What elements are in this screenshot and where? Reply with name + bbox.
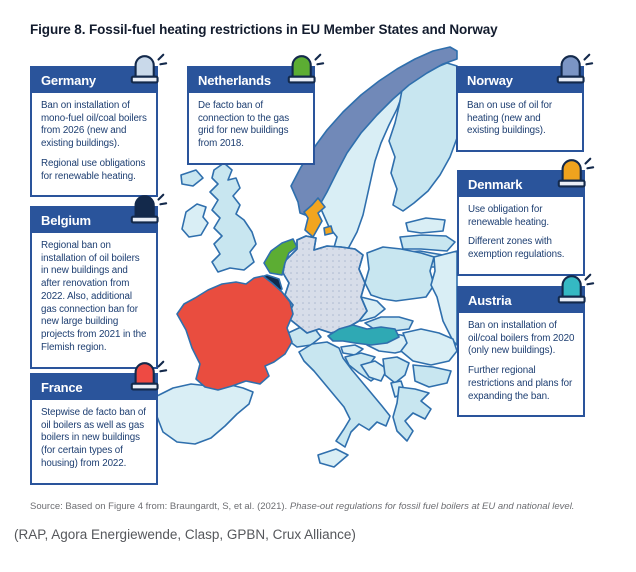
callout-text: Different zones with exemption regulations.: [468, 236, 565, 261]
callout-country-austria: Austria: [459, 288, 583, 313]
callout-country-norway: Norway: [458, 68, 582, 93]
callout-norway: [456, 66, 584, 152]
callout-body: [32, 233, 156, 367]
map-country-denmark-island: [324, 226, 333, 235]
callout-text: Ban on installation of oil/coal boilers from 2020 (only new buildings).: [468, 320, 575, 357]
callout-country-belgium: Belgium: [32, 208, 156, 233]
map-country-scottish-isles: [181, 170, 203, 186]
siren-icon: [127, 190, 169, 230]
callout-text: Ban on use of oil for heating (new and existing buildings).: [467, 100, 553, 137]
callout-text: Regional use obligations for renewable heating.: [41, 157, 146, 182]
callout-belgium: [30, 206, 158, 369]
callout-text: Stepwise de facto ban of oil boilers as well as gas boilers in new buildings (for certain types of housing) from 2022.: [41, 407, 146, 469]
map-country-east-strip: [431, 251, 457, 345]
callout-france: [30, 373, 158, 485]
map-country-ireland: [182, 204, 208, 237]
callout-country-france: France: [32, 375, 156, 400]
map-country-latvia: [400, 235, 455, 251]
siren-icon: [554, 270, 596, 310]
callout-austria: [457, 286, 585, 417]
map-country-romania: [401, 329, 457, 365]
callout-germany: [30, 66, 158, 197]
callout-denmark: [457, 170, 585, 276]
siren-icon: [553, 50, 595, 90]
siren-icon: [284, 50, 326, 90]
map-country-greece: [393, 387, 431, 441]
callout-text: Further regional restrictions and plans for expanding the ban.: [468, 365, 573, 402]
map-country-germany-dot-pattern: [283, 236, 367, 333]
siren-icon: [554, 154, 596, 194]
map-country-sicily: [318, 449, 348, 467]
callout-text: Use obligation for renewable heating.: [468, 204, 549, 228]
map-country-poland: [365, 247, 434, 301]
callout-country-germany: Germany: [32, 68, 156, 93]
map-country-spain: [156, 384, 253, 444]
siren-icon: [127, 357, 169, 397]
callout-text: Regional ban on installation of oil boilers in new buildings and after renovation from 2022. Also, additional gas connection ban for new large building projects from 2021 in the Flemish region.: [41, 240, 147, 353]
callout-body: [459, 197, 583, 274]
callout-country-netherlands: Netherlands: [189, 68, 313, 93]
siren-icon: [127, 50, 169, 90]
map-country-bulgaria: [413, 365, 451, 387]
callout-body: [32, 93, 156, 195]
figure-title: Figure 8. Fossil-fuel heating restrictions in EU Member States and Norway: [30, 22, 498, 37]
map-country-united-kingdom: [210, 163, 256, 272]
callout-country-denmark: Denmark: [459, 172, 583, 197]
source-prefix: Source: Based on Figure 4 from: Braungardt, S, et al. (2021).: [30, 501, 290, 512]
map-country-serbia: [383, 357, 409, 383]
callout-body: [458, 93, 582, 150]
source-note: [30, 501, 620, 512]
callout-body: [189, 93, 313, 163]
callout-netherlands: [187, 66, 315, 165]
source-citation: Phase-out regulations for fossil fuel boilers at EU and national level.: [289, 501, 575, 512]
map-country-estonia: [406, 218, 445, 233]
map-country-france: [177, 276, 293, 390]
footer-caption: (RAP, Agora Energiewende, Clasp, GPBN, Crux Alliance): [14, 527, 356, 542]
callout-body: [32, 400, 156, 483]
callout-text: De facto ban of connection to the gas grid for new buildings from 2018.: [198, 100, 290, 150]
callout-body: [459, 313, 583, 415]
callout-text: Ban on installation of mono-fuel oil/coal boilers from 2026 (new and existing buildings).: [41, 100, 147, 150]
